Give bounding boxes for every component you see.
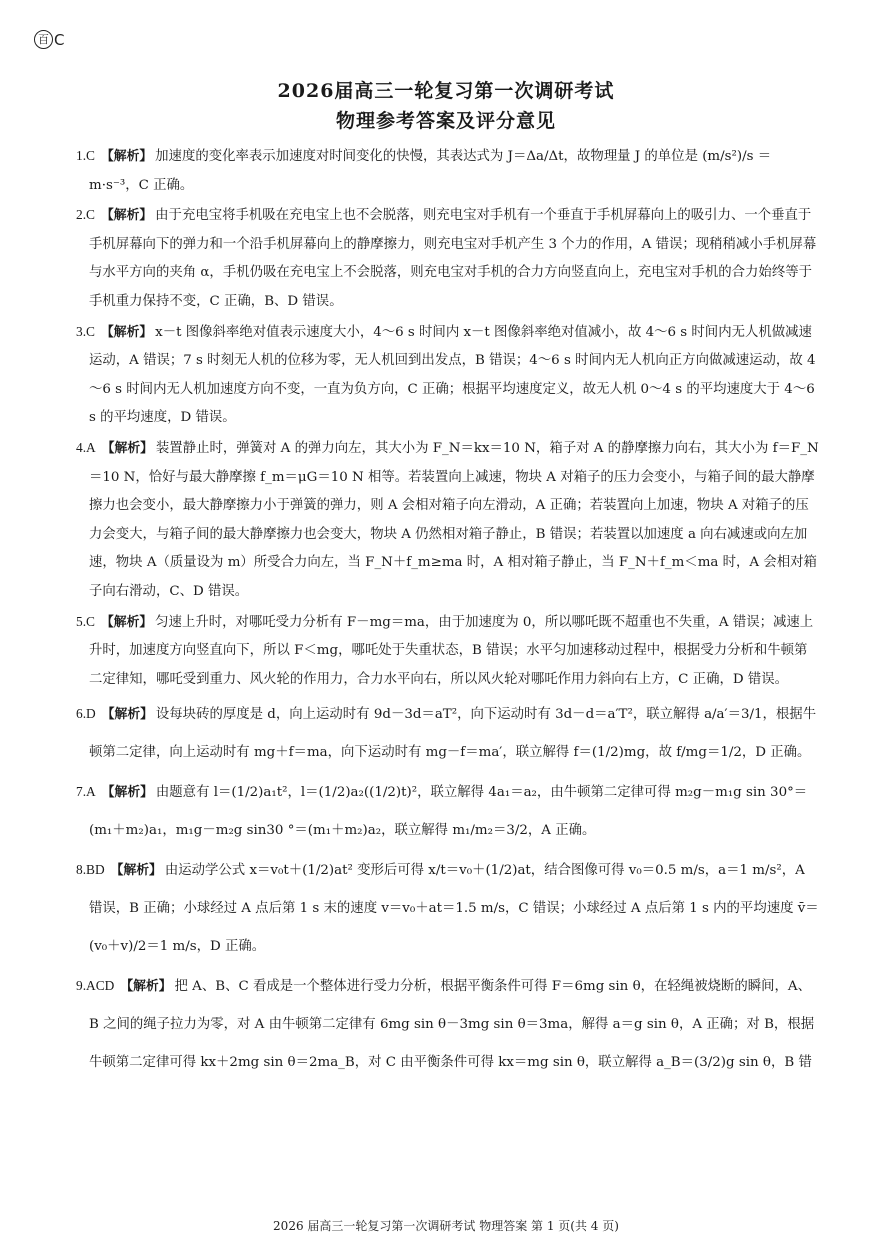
answer-text: x－t 图像斜率绝对值表示速度大小，4～6 s 时间内 x－t 图像斜率绝对值减小，故 4～6 s 时间内无人机做减速运动，A 错误；7 s 时刻无人机的位移为零，无人机回到出发点，B 错误；4～6 s 时间内无人机向正方向做减速运动，故 4～6 s 时间内无人机加速度方向不变，一直为负方向，C 正确；根据平均速度定义，故无人机 0～4 s 的平均速度大于 4～6 s 的平均速度，D 错误。 bbox=[89, 324, 816, 426]
answer-number: 3.C bbox=[76, 323, 95, 339]
analysis-tag: 【解析】 bbox=[101, 785, 153, 801]
answer-item-8 bbox=[76, 851, 820, 966]
answer-item-4 bbox=[76, 434, 820, 607]
answer-item-3 bbox=[76, 318, 820, 433]
answer-text: 由题意有 l＝(1/2)a₁t²，l＝(1/2)a₂((1/2)t)²，联立解得 4a₁＝a₂，由牛顿第二定律可得 m₂g－m₁g sin 30°＝(m₁＋m₂)a₁，m₁g－m₂g sin30 °＝(m₁＋m₂)a₂，联立解得 m₁/m₂＝3/2，A 正确。 bbox=[89, 785, 808, 839]
analysis-tag: 【解析】 bbox=[110, 863, 162, 879]
answer-number: 1.C bbox=[76, 148, 95, 163]
answer-item-7 bbox=[76, 773, 820, 850]
answer-number: 2.C bbox=[76, 207, 95, 223]
logo-circle-glyph: 百 bbox=[34, 30, 53, 49]
document-subtitle: 物理参考答案及评分意见 bbox=[335, 110, 556, 132]
analysis-tag: 【解析】 bbox=[101, 707, 153, 723]
answer-text: 匀速上升时，对哪吒受力分析有 F－mg＝ma，由于加速度为 0，所以哪吒既不超重也不失重，A 错误；减速上升时，加速度方向竖直向下，所以 F＜mg，哪吒处于失重状态，B 错误；水平匀加速移动过程中，根据受力分析和牛顿第二定律知，哪吒受到重力、风火轮的作用力，合力水平向右，所以风火轮对哪吒作用力斜向右上方，C 正确，D 错误。 bbox=[89, 614, 814, 687]
answer-list bbox=[76, 142, 820, 1082]
answer-number: 4.A bbox=[76, 439, 96, 455]
answer-text: 设每块砖的厚度是 d，向上运动时有 9d－3d＝aT²，向下运动时有 3d－d＝a′T²，联立解得 a/a′＝3/1，根据牛顿第二定律，向上运动时有 mg＋f＝ma，向下运动时有 mg－f＝ma′，联立解得 f＝(1/2)mg，故 f/mg＝1/2，D 正确。 bbox=[89, 707, 817, 761]
answer-text: 由运动学公式 x＝v₀t＋(1/2)at² 变形后可得 x/t＝v₀＋(1/2)at，结合图像可得 v₀＝0.5 m/s，a＝1 m/s²，A 错误，B 正确；小球经过 A 点后第 1 s 末的速度 v＝v₀＋at＝1.5 m/s，C 错误；小球经过 A 点后第 1 s 内的平均速度 v̄＝(v₀＋v)/2＝1 m/s，D 正确。 bbox=[89, 863, 819, 955]
answer-text: 加速度的变化率表示加速度对时间变化的快慢，其表达式为 J＝Δa/Δt，故物理量 J 的单位是 (m/s²)/s ＝m·s⁻³，C 正确。 bbox=[89, 149, 772, 193]
answer-number: 6.D bbox=[76, 706, 96, 722]
logo-letter: C bbox=[54, 30, 65, 49]
analysis-tag: 【解析】 bbox=[101, 440, 153, 456]
answer-item-9 bbox=[76, 967, 820, 1082]
answer-text: 由于充电宝将手机吸在充电宝上也不会脱落，则充电宝对手机有一个垂直于手机屏幕向上的吸引力、一个垂直于手机屏幕向下的弹力和一个沿手机屏幕向上的静摩擦力，则充电宝对手机产生 3 个力的作用，A 错误；现稍稍减小手机屏幕与水平方向的夹角 α，手机仍吸在充电宝上不会脱落，则充电宝对手机的合力方向竖直向上，充电宝对手机的合力始终等于手机重力保持不变，C 正确，B、D 错误。 bbox=[89, 208, 817, 309]
answer-item-2 bbox=[76, 201, 820, 316]
analysis-tag: 【解析】 bbox=[100, 208, 153, 224]
exam-title: 2026届高三一轮复习第一次调研考试 bbox=[277, 80, 615, 102]
page-footer: 2026 届高三一轮复习第一次调研考试 物理答案 第 1 页(共 4 页) bbox=[273, 1219, 619, 1233]
answer-text: 把 A、B、C 看成是一个整体进行受力分析，根据平衡条件可得 F＝6mg sin θ，在轻绳被烧断的瞬间，A、B 之间的绳子拉力为零，对 A 由牛顿第二定律有 6mg sin θ－3mg sin θ＝3ma，解得 a＝g sin θ，A 正确；对 B，根据牛顿第二定律可得 kx＋2mg sin θ＝2ma_B，对 C 由平衡条件可得 kx＝mg sin θ，联立解得 a_B＝(3/2)g sin θ，B 错 bbox=[89, 979, 815, 1071]
answer-number: 8.BD bbox=[76, 862, 105, 878]
publisher-logo bbox=[34, 30, 64, 49]
analysis-tag: 【解析】 bbox=[120, 979, 172, 995]
answer-number: 5.C bbox=[76, 613, 95, 629]
answer-item-6 bbox=[76, 695, 820, 772]
answer-number: 9.ACD bbox=[76, 978, 115, 994]
answer-number: 7.A bbox=[76, 784, 96, 800]
answer-item-5 bbox=[76, 608, 820, 695]
answer-item-1 bbox=[76, 142, 820, 200]
analysis-tag: 【解析】 bbox=[100, 324, 153, 340]
analysis-tag: 【解析】 bbox=[100, 614, 153, 630]
answer-text: 装置静止时，弹簧对 A 的弹力向左，其大小为 F_N＝kx＝10 N，箱子对 A 的静摩擦力向右，其大小为 f＝F_N＝10 N，恰好与最大静摩擦 f_m＝μG＝10 N 相等。若装置向上减速，物块 A 对箱子的压力会变小，与箱子间的最大静摩擦力也会变小，最大静摩擦力小于弹簧的弹力，则 A 会相对箱子向左滑动，A 正确；若装置向上加速，物块 A 对箱子的压力会变大，与箱子间的最大静摩擦力也会变大，物块 A 仍然相对箱子静止，B 错误；若装置以加速度 a 向右减速或向左加速，物块 A（质量设为 m）所受合力向左，当 F_N＋f_m≥ma 时，A 相对箱子静止，当 F_N＋f_m＜ma 时，A 会相对箱子向右滑动，C、D 错误。 bbox=[89, 440, 819, 599]
analysis-tag: 【解析】 bbox=[100, 149, 153, 164]
